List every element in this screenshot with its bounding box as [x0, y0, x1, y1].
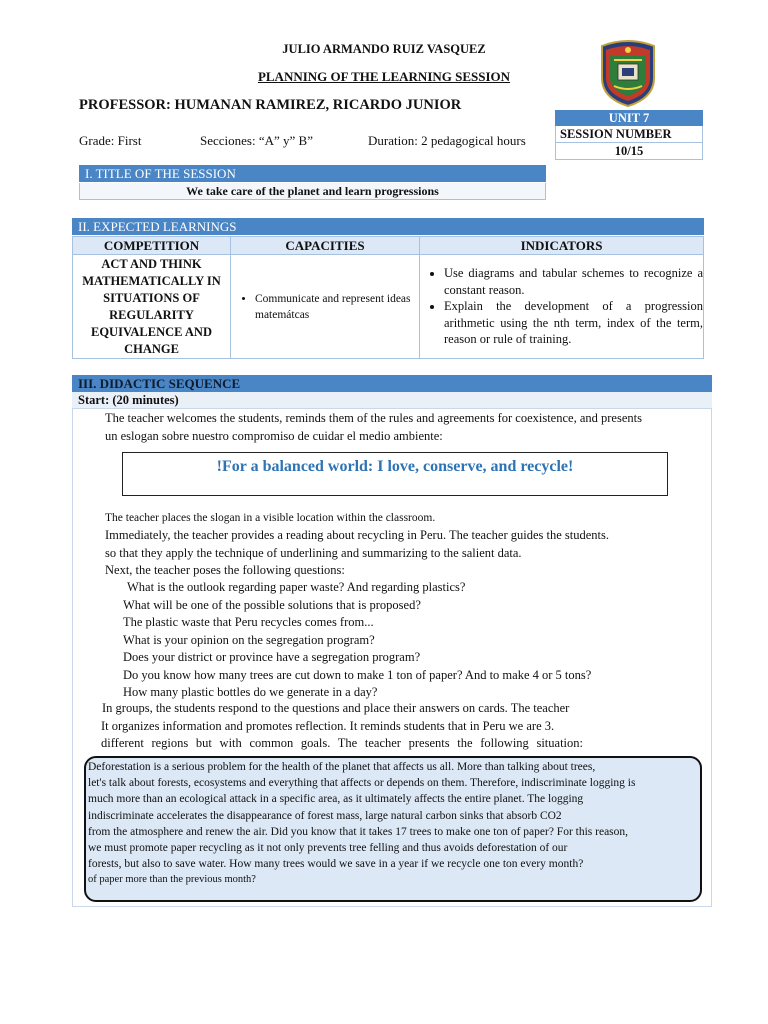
competition-line: ACT AND THINK [101, 256, 202, 271]
reading-line: much more than an ecological attack in a specific area, as it ultimately affects the entire planet. The logging [88, 793, 584, 806]
question-item: What is the outlook regarding paper waste? And regarding plastics? [127, 580, 466, 594]
paragraph-line: different regions but with common goals. The teacher presents the following situation: [101, 736, 583, 750]
reading-text [88, 759, 690, 889]
capacity-item: • Communicate and represent ideas matemátcas [255, 291, 419, 323]
didactic-sequence-bar: III. DIDACTIC SEQUENCE [72, 375, 712, 392]
expected-learnings-table [72, 236, 704, 359]
paragraph-slogan-placement: The teacher places the slogan in a visible location within the classroom. [105, 512, 436, 524]
section-title-bar: I. TITLE OF THE SESSION [79, 165, 546, 182]
duration-label: Duration: 2 pedagogical hours [368, 133, 526, 148]
session-title-text: We take care of the planet and learn progressions [79, 183, 546, 200]
start-duration-row: Start: (20 minutes) [72, 392, 712, 409]
competition-header: COMPETITION [73, 237, 231, 255]
reading-line: from the atmosphere and renew the air. Did you know that it takes 17 trees to make one ton of paper? For this reason, [88, 825, 629, 838]
competition-cell [73, 255, 231, 359]
session-number-label: SESSION NUMBER [555, 126, 703, 143]
paragraph-welcome [105, 410, 705, 445]
competition-line: MATHEMATICALLY IN [82, 273, 221, 288]
indicators-header: INDICATORS [420, 237, 704, 255]
session-number-value: 10/15 [555, 143, 703, 160]
reading-line: of paper more than the previous month? [88, 874, 256, 886]
question-item: How many plastic bottles do we generate in a day? [123, 685, 378, 699]
indicators-cell [420, 255, 704, 359]
author-name: JULIO ARMANDO RUIZ VASQUEZ [282, 42, 486, 56]
paragraph-line: The teacher welcomes the students, reminds them of the rules and agreements for coexistence, and presents [105, 411, 642, 425]
reading-line: let's talk about forests, ecosystems and everything that affects or depends on them. Therefore, indiscriminate logging is [88, 777, 636, 790]
competition-line: REGULARITY [109, 307, 194, 322]
paragraph-questions-intro: Next, the teacher poses the following questions: [105, 563, 345, 577]
paragraph-reading [105, 527, 705, 562]
question-item: What is your opinion on the segregation program? [123, 632, 375, 647]
indicator-item: • Explain the development of a progression arithmetic using the nth term, index of the term, reason or rule of training. [444, 298, 703, 348]
competition-line: SITUATIONS OF [103, 290, 200, 305]
question-item: Does your district or province have a segregation program? [123, 650, 421, 664]
expected-learnings-bar: II. EXPECTED LEARNINGS [72, 218, 704, 235]
questions-list [123, 579, 683, 702]
reading-line: we must promote paper recycling as it not only prevents tree felling and thus avoids deforestation of our [88, 842, 568, 855]
competition-line: CHANGE [124, 341, 179, 356]
school-crest-logo [596, 38, 660, 108]
question-item: Do you know how many trees are cut down to make 1 ton of paper? And to make 4 or 5 tons? [123, 667, 592, 682]
paragraph-line: In groups, the students respond to the questions and place their answers on cards. The teacher [102, 701, 570, 715]
capacities-header: CAPACITIES [231, 237, 420, 255]
document-title-text: PLANNING OF THE LEARNING SESSION [257, 69, 511, 84]
professor-name: PROFESSOR: HUMANAN RAMIREZ, RICARDO JUNIOR [79, 97, 462, 113]
capacities-cell [231, 255, 420, 359]
question-item: What will be one of the possible solutions that is proposed? [123, 597, 421, 612]
slogan-text: !For a balanced world: I love, conserve, and recycle! [216, 458, 574, 475]
paragraph-groups [101, 700, 701, 753]
unit-label: UNIT 7 [555, 110, 703, 126]
grade-label: Grade: First [79, 133, 142, 148]
paragraph-line: un eslogan sobre nuestro compromiso de cuidar el medio ambiente: [105, 428, 443, 443]
unit-box [555, 110, 703, 160]
paragraph-line: so that they apply the technique of underlining and summarizing to the salient data. [105, 545, 522, 560]
reading-line: Deforestation is a serious problem for the health of the planet that affects us all. More than talking about trees, [88, 761, 596, 773]
paragraph-line: It organizes information and promotes reflection. It reminds students that in Peru we are 3. [101, 718, 555, 733]
reading-line: indiscriminate accelerates the disappearance of forest mass, large natural carbon sinks that absorb CO2 [88, 809, 562, 822]
question-item: The plastic waste that Peru recycles comes from... [123, 615, 374, 629]
indicator-item: • Use diagrams and tabular schemes to recognize a constant reason. [444, 265, 703, 298]
competition-line: EQUIVALENCE AND [91, 324, 212, 339]
sections-label: Secciones: “A” y” B” [200, 133, 313, 148]
reading-line: forests, but also to save water. How many trees would we save in a year if we recycle one ton every month? [88, 858, 584, 871]
paragraph-line: Immediately, the teacher provides a reading about recycling in Peru. The teacher guides the students. [105, 528, 609, 542]
